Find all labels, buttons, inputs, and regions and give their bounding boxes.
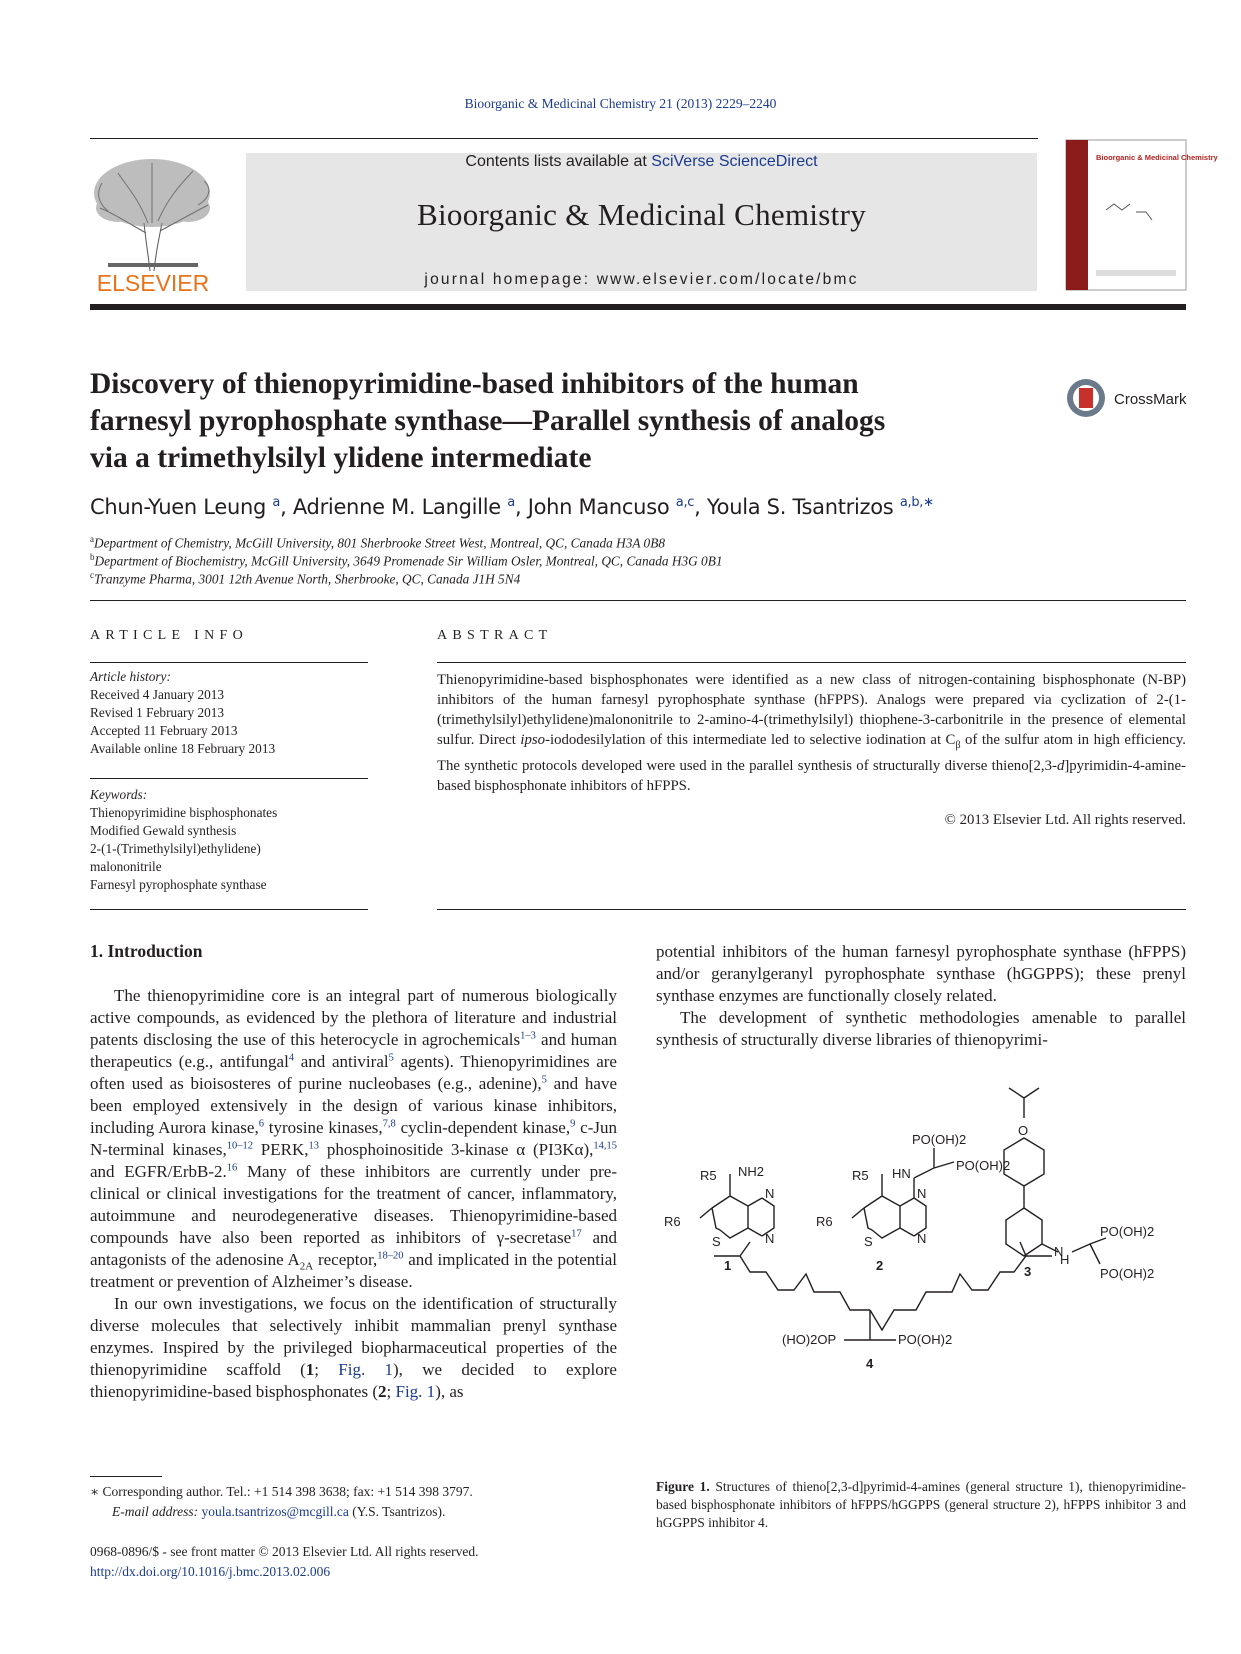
affiliation-mark: a bbox=[90, 534, 94, 544]
contents-prefix: Contents lists available at bbox=[465, 153, 652, 170]
intro-paragraph bbox=[90, 1293, 617, 1403]
label-r5: R5 bbox=[700, 1168, 717, 1183]
history-item: Revised 1 February 2013 bbox=[90, 705, 225, 720]
citation-ref[interactable]: 7,8 bbox=[382, 1118, 396, 1130]
affiliation-mark: c bbox=[90, 570, 94, 580]
article-history bbox=[90, 668, 370, 758]
label-po3h2: PO(OH)2 bbox=[898, 1332, 953, 1347]
article-title bbox=[90, 366, 1030, 477]
cover-title: Bioorganic & Medicinal Chemistry bbox=[1096, 153, 1218, 162]
info-rule bbox=[90, 909, 368, 910]
sciencedirect-link[interactable]: SciVerse ScienceDirect bbox=[651, 153, 818, 170]
elsevier-tree-icon bbox=[88, 153, 218, 295]
journal-title: Bioorganic & Medicinal Chemistry bbox=[417, 197, 866, 232]
compound-ref: 1 bbox=[305, 1360, 315, 1379]
text-run: phosphoinositide 3-kinase α (PI3Kα), bbox=[319, 1140, 594, 1159]
author-list bbox=[90, 495, 1090, 519]
label-n: N bbox=[765, 1231, 775, 1246]
author-affil-mark[interactable]: a bbox=[272, 495, 281, 510]
author-affil-mark[interactable]: a bbox=[507, 495, 515, 510]
publisher-name: ELSEVIER bbox=[96, 270, 210, 296]
compound-number: 1 bbox=[724, 1258, 732, 1273]
abstract-bottom-rule bbox=[437, 909, 1186, 910]
figure-link[interactable]: Fig. 1 bbox=[338, 1360, 394, 1379]
text-run: The thienopyrimidine core is an integral part of numerous biologically active compounds, as evidenced by the plethora of literature and industrial patents disclosing the use of this heterocycle in agrochemicals bbox=[90, 986, 617, 1049]
issn-line: 0968-0896/$ - see front matter © 2013 Elsevier Ltd. All rights reserved. bbox=[90, 1544, 479, 1559]
label-n: N bbox=[765, 1186, 775, 1201]
text-run: cyclin-dependent kinase, bbox=[395, 1118, 571, 1137]
citation-ref[interactable]: 5 bbox=[541, 1074, 547, 1086]
label-po3h2: PO(OH)2 bbox=[912, 1132, 967, 1147]
footnote-rule bbox=[90, 1476, 162, 1477]
keyword: malononitrile bbox=[90, 859, 162, 874]
figure-caption bbox=[656, 1478, 1186, 1532]
crossmark-label: CrossMark bbox=[1114, 391, 1187, 408]
label-n: N bbox=[1054, 1244, 1064, 1259]
affiliation bbox=[90, 570, 1090, 587]
abstract-heading: ABSTRACT bbox=[437, 628, 553, 643]
affiliation-text: Department of Chemistry, McGill University, 801 Sherbrooke Street West, Montreal, QC, Canada H3A 0B8 bbox=[94, 535, 665, 551]
left-column bbox=[90, 985, 617, 1403]
journal-citation[interactable]: Bioorganic & Medicinal Chemistry 21 (2013) 2229–2240 bbox=[464, 96, 777, 111]
label-s: S bbox=[712, 1234, 721, 1249]
label-po3h2: PO(OH)2 bbox=[956, 1158, 1011, 1173]
contents-line bbox=[246, 153, 1037, 171]
email-label: E-mail address: bbox=[112, 1504, 202, 1519]
crossmark-badge[interactable] bbox=[1066, 376, 1196, 420]
citation-ref[interactable]: 18–20 bbox=[377, 1250, 404, 1262]
affiliation bbox=[90, 552, 1090, 569]
keyword: Farnesyl pyrophosphate synthase bbox=[90, 877, 267, 892]
abstract-part: Thienopyrimidine-based bisphosphonates were identified as a new class of nitrogen-containing bisphosphonate (N-BP) inhibitors of the human farnesyl pyrophosphate synthase (hFPPS). Analogs were prepared via cyclization of 2-(1-(trimethylsilyl)ethylidene)malononitrile to 2-amino-4-(trimethylsilyl) thiophene-3-carbonitrile in the presence of elemental sulfur. Direct bbox=[437, 672, 1186, 748]
abstract-italic: d bbox=[1056, 757, 1065, 774]
section-heading: 1. Introduction bbox=[90, 941, 203, 961]
journal-homepage[interactable]: journal homepage: www.elsevier.com/locate/bmc bbox=[424, 271, 859, 288]
keywords-label: Keywords: bbox=[90, 787, 148, 802]
citation-ref[interactable]: 4 bbox=[288, 1052, 295, 1064]
label-o: O bbox=[1018, 1123, 1029, 1138]
text-run: In our own investigations, we focus on the identification of structurally diverse molecules that selectively inhibit mammalian prenyl synthase enzymes. Inspired by the privileged biopharmaceutical properties of the thienopyrimidine scaffold ( bbox=[90, 1294, 617, 1379]
compound-number: 4 bbox=[866, 1356, 874, 1371]
text-run: and antiviral bbox=[294, 1052, 389, 1071]
caption-text: Structures of thieno[2,3-d]pyrimid-4-amines (general structure 1), thienopyrimidine-based bisphosphonate inhibitors of hFPPS/hGGPPS (general structure 2), hFPPS inhibitor 3 and hGGPPS inhibitor 4. bbox=[656, 1479, 1186, 1530]
author-separator: , bbox=[280, 495, 293, 519]
text-run: agents). Thienopyrimidines are often used as bioisosteres of purine nucleobases (e.g., adenine), bbox=[90, 1052, 617, 1093]
email-suffix: (Y.S. Tsantrizos). bbox=[348, 1504, 446, 1519]
section-rule bbox=[90, 600, 1186, 601]
keyword: Modified Gewald synthesis bbox=[90, 823, 237, 838]
label-n: N bbox=[917, 1231, 927, 1246]
figure-1 bbox=[654, 1078, 1186, 1470]
citation-ref[interactable]: 16 bbox=[226, 1162, 238, 1174]
affiliation bbox=[90, 534, 1090, 551]
intro-paragraph bbox=[90, 985, 617, 1293]
right-column bbox=[656, 941, 1186, 1051]
author-separator: , bbox=[514, 495, 528, 519]
label-r6: R6 bbox=[816, 1214, 833, 1229]
label-n: N bbox=[917, 1186, 927, 1201]
abstract-subscript: β bbox=[955, 739, 961, 751]
elsevier-logo bbox=[88, 153, 218, 295]
author-name[interactable]: John Mancuso bbox=[527, 495, 670, 519]
keyword: 2-(1-(Trimethylsilyl)ethylidene) bbox=[90, 841, 261, 856]
citation-ref[interactable]: 14,15 bbox=[593, 1140, 617, 1152]
citation-ref[interactable]: 5 bbox=[388, 1052, 394, 1064]
compound-number: 2 bbox=[876, 1258, 884, 1273]
keywords bbox=[90, 786, 370, 894]
author-name[interactable]: Adrienne M. Langille bbox=[292, 495, 501, 519]
caption-label: Figure 1. bbox=[656, 1479, 710, 1494]
info-rule bbox=[90, 778, 368, 779]
compound-number: 3 bbox=[1024, 1264, 1032, 1279]
text-run: and have been employed extensively in the design of various kinase inhibitors, including Aurora kinase, bbox=[90, 1074, 617, 1137]
figure-link[interactable]: Fig. 1 bbox=[395, 1382, 436, 1401]
citation-ref[interactable]: 13 bbox=[308, 1140, 320, 1152]
intro-paragraph: The development of synthetic methodologies amenable to parallel synthesis of structurally diverse libraries of thienopyrimi- bbox=[656, 1008, 1186, 1049]
abstract-rule bbox=[437, 662, 1186, 663]
citation-ref[interactable]: 6 bbox=[258, 1118, 264, 1130]
intro-paragraph: potential inhibitors of the human farnesyl pyrophosphate synthase (hFPPS) and/or geranylgeranyl pyrophosphate synthase (hGGPPS); these prenyl synthase enzymes are functionally closely related. bbox=[656, 942, 1186, 1005]
text-run: ; bbox=[386, 1382, 396, 1401]
text-run: ), we decided to explore thienopyrimidine-based bisphosphonates ( bbox=[90, 1360, 617, 1401]
label-r5: R5 bbox=[852, 1168, 869, 1183]
text-run: and human therapeutics (e.g., antifungal bbox=[90, 1030, 617, 1071]
title-line: farnesyl pyrophosphate synthase—Parallel synthesis of analogs bbox=[90, 405, 886, 437]
author-name[interactable]: Chun-Yuen Leung bbox=[90, 495, 267, 519]
text-run: PERK, bbox=[252, 1140, 309, 1159]
keyword: Thienopyrimidine bisphosphonates bbox=[90, 805, 278, 820]
affiliation-text: Department of Biochemistry, McGill University, 3649 Promenade Sir William Osler, Montreal, QC, Canada H3G 0B1 bbox=[94, 553, 723, 569]
compound-ref: 2 bbox=[378, 1382, 387, 1401]
citation-ref[interactable]: 9 bbox=[570, 1118, 576, 1130]
citation-ref[interactable]: 2A bbox=[299, 1260, 314, 1273]
label-nh2: NH2 bbox=[738, 1164, 765, 1179]
text-run: Many of these inhibitors are currently under pre-clinical or clinical investigations for the treatment of cancer, inflammatory, autoimmune and neurodegenerative diseases. Thienopyrimidine-based compounds have also been reported as inhibitors of γ-secretase bbox=[90, 1162, 617, 1247]
header-thick-rule bbox=[90, 304, 1186, 310]
author-name[interactable]: Youla S. Tsantrizos bbox=[706, 495, 894, 519]
label-r6: R6 bbox=[664, 1214, 681, 1229]
history-item: Received 4 January 2013 bbox=[90, 687, 225, 702]
history-item: Available online 18 February 2013 bbox=[90, 741, 276, 756]
text-run: tyrosine kinases, bbox=[263, 1118, 383, 1137]
title-line: Discovery of thienopyrimidine-based inhibitors of the human bbox=[90, 368, 859, 400]
text-run: c-Jun N-terminal kinases, bbox=[90, 1118, 617, 1159]
affiliation-text: Tranzyme Pharma, 3001 12th Avenue North, Sherbrooke, QC, Canada J1H 5N4 bbox=[94, 571, 521, 587]
label-hn: HN bbox=[892, 1166, 911, 1181]
history-item: Accepted 11 February 2013 bbox=[90, 723, 238, 738]
email-line bbox=[112, 1502, 445, 1522]
text-run: and antagonists of the adenosine A bbox=[90, 1228, 617, 1269]
text-run: receptor, bbox=[313, 1250, 378, 1269]
title-line: via a trimethylsilyl ylidene intermediate bbox=[90, 442, 592, 474]
abstract-part: ]pyrimidin-4-amine-based bisphosphonate inhibitors of hFPPS. bbox=[437, 757, 1186, 794]
abstract-text bbox=[437, 670, 1186, 796]
chemical-structures bbox=[654, 1078, 1186, 1470]
author-separator: , bbox=[694, 495, 707, 519]
label-s: S bbox=[864, 1234, 873, 1249]
author-affil-mark[interactable]: a,b,∗ bbox=[899, 495, 934, 510]
abstract-part: of the sulfur atom in high efficiency. The synthetic protocols developed were used in the parallel synthesis of structurally diverse thieno[2,3- bbox=[437, 732, 1187, 774]
citation-ref[interactable]: 17 bbox=[571, 1228, 582, 1240]
article-info-heading: ARTICLE INFO bbox=[90, 628, 249, 643]
label-ho2op: (HO)2OP bbox=[782, 1332, 837, 1347]
doi-link[interactable]: http://dx.doi.org/10.1016/j.bmc.2013.02.006 bbox=[90, 1564, 331, 1579]
citation-ref[interactable]: 1–3 bbox=[520, 1030, 536, 1042]
citation-ref[interactable]: 10–12 bbox=[226, 1140, 253, 1152]
label-po3h2: PO(OH)2 bbox=[1100, 1266, 1155, 1281]
history-label: Article history: bbox=[90, 669, 171, 684]
info-rule bbox=[90, 662, 368, 663]
journal-cover bbox=[1066, 140, 1218, 290]
text-run: and EGFR/ErbB-2. bbox=[90, 1162, 227, 1181]
header-rule bbox=[90, 138, 1038, 139]
label-h: H bbox=[1060, 1252, 1070, 1267]
label-po3h2: PO(OH)2 bbox=[1100, 1224, 1155, 1239]
text-run: ; bbox=[314, 1360, 339, 1379]
abstract-italic: ipso bbox=[520, 732, 546, 748]
author-affil-mark[interactable]: a,c bbox=[675, 495, 695, 510]
text-run: ), as bbox=[435, 1382, 464, 1401]
text-run: and implicated in the potential treatment or prevention of Alzheimer’s disease. bbox=[90, 1250, 617, 1291]
abstract-part: -iododesilylation of this intermediate led to selective iodination at C bbox=[545, 732, 956, 748]
journal-banner bbox=[246, 153, 1037, 291]
email-link[interactable]: youla.tsantrizos@mcgill.ca bbox=[201, 1504, 349, 1519]
affiliation-mark: b bbox=[90, 552, 95, 562]
abstract-copyright: © 2013 Elsevier Ltd. All rights reserved. bbox=[944, 812, 1186, 828]
corresponding-author: ∗ Corresponding author. Tel.: +1 514 398 3638; fax: +1 514 398 3797. bbox=[90, 1484, 473, 1499]
